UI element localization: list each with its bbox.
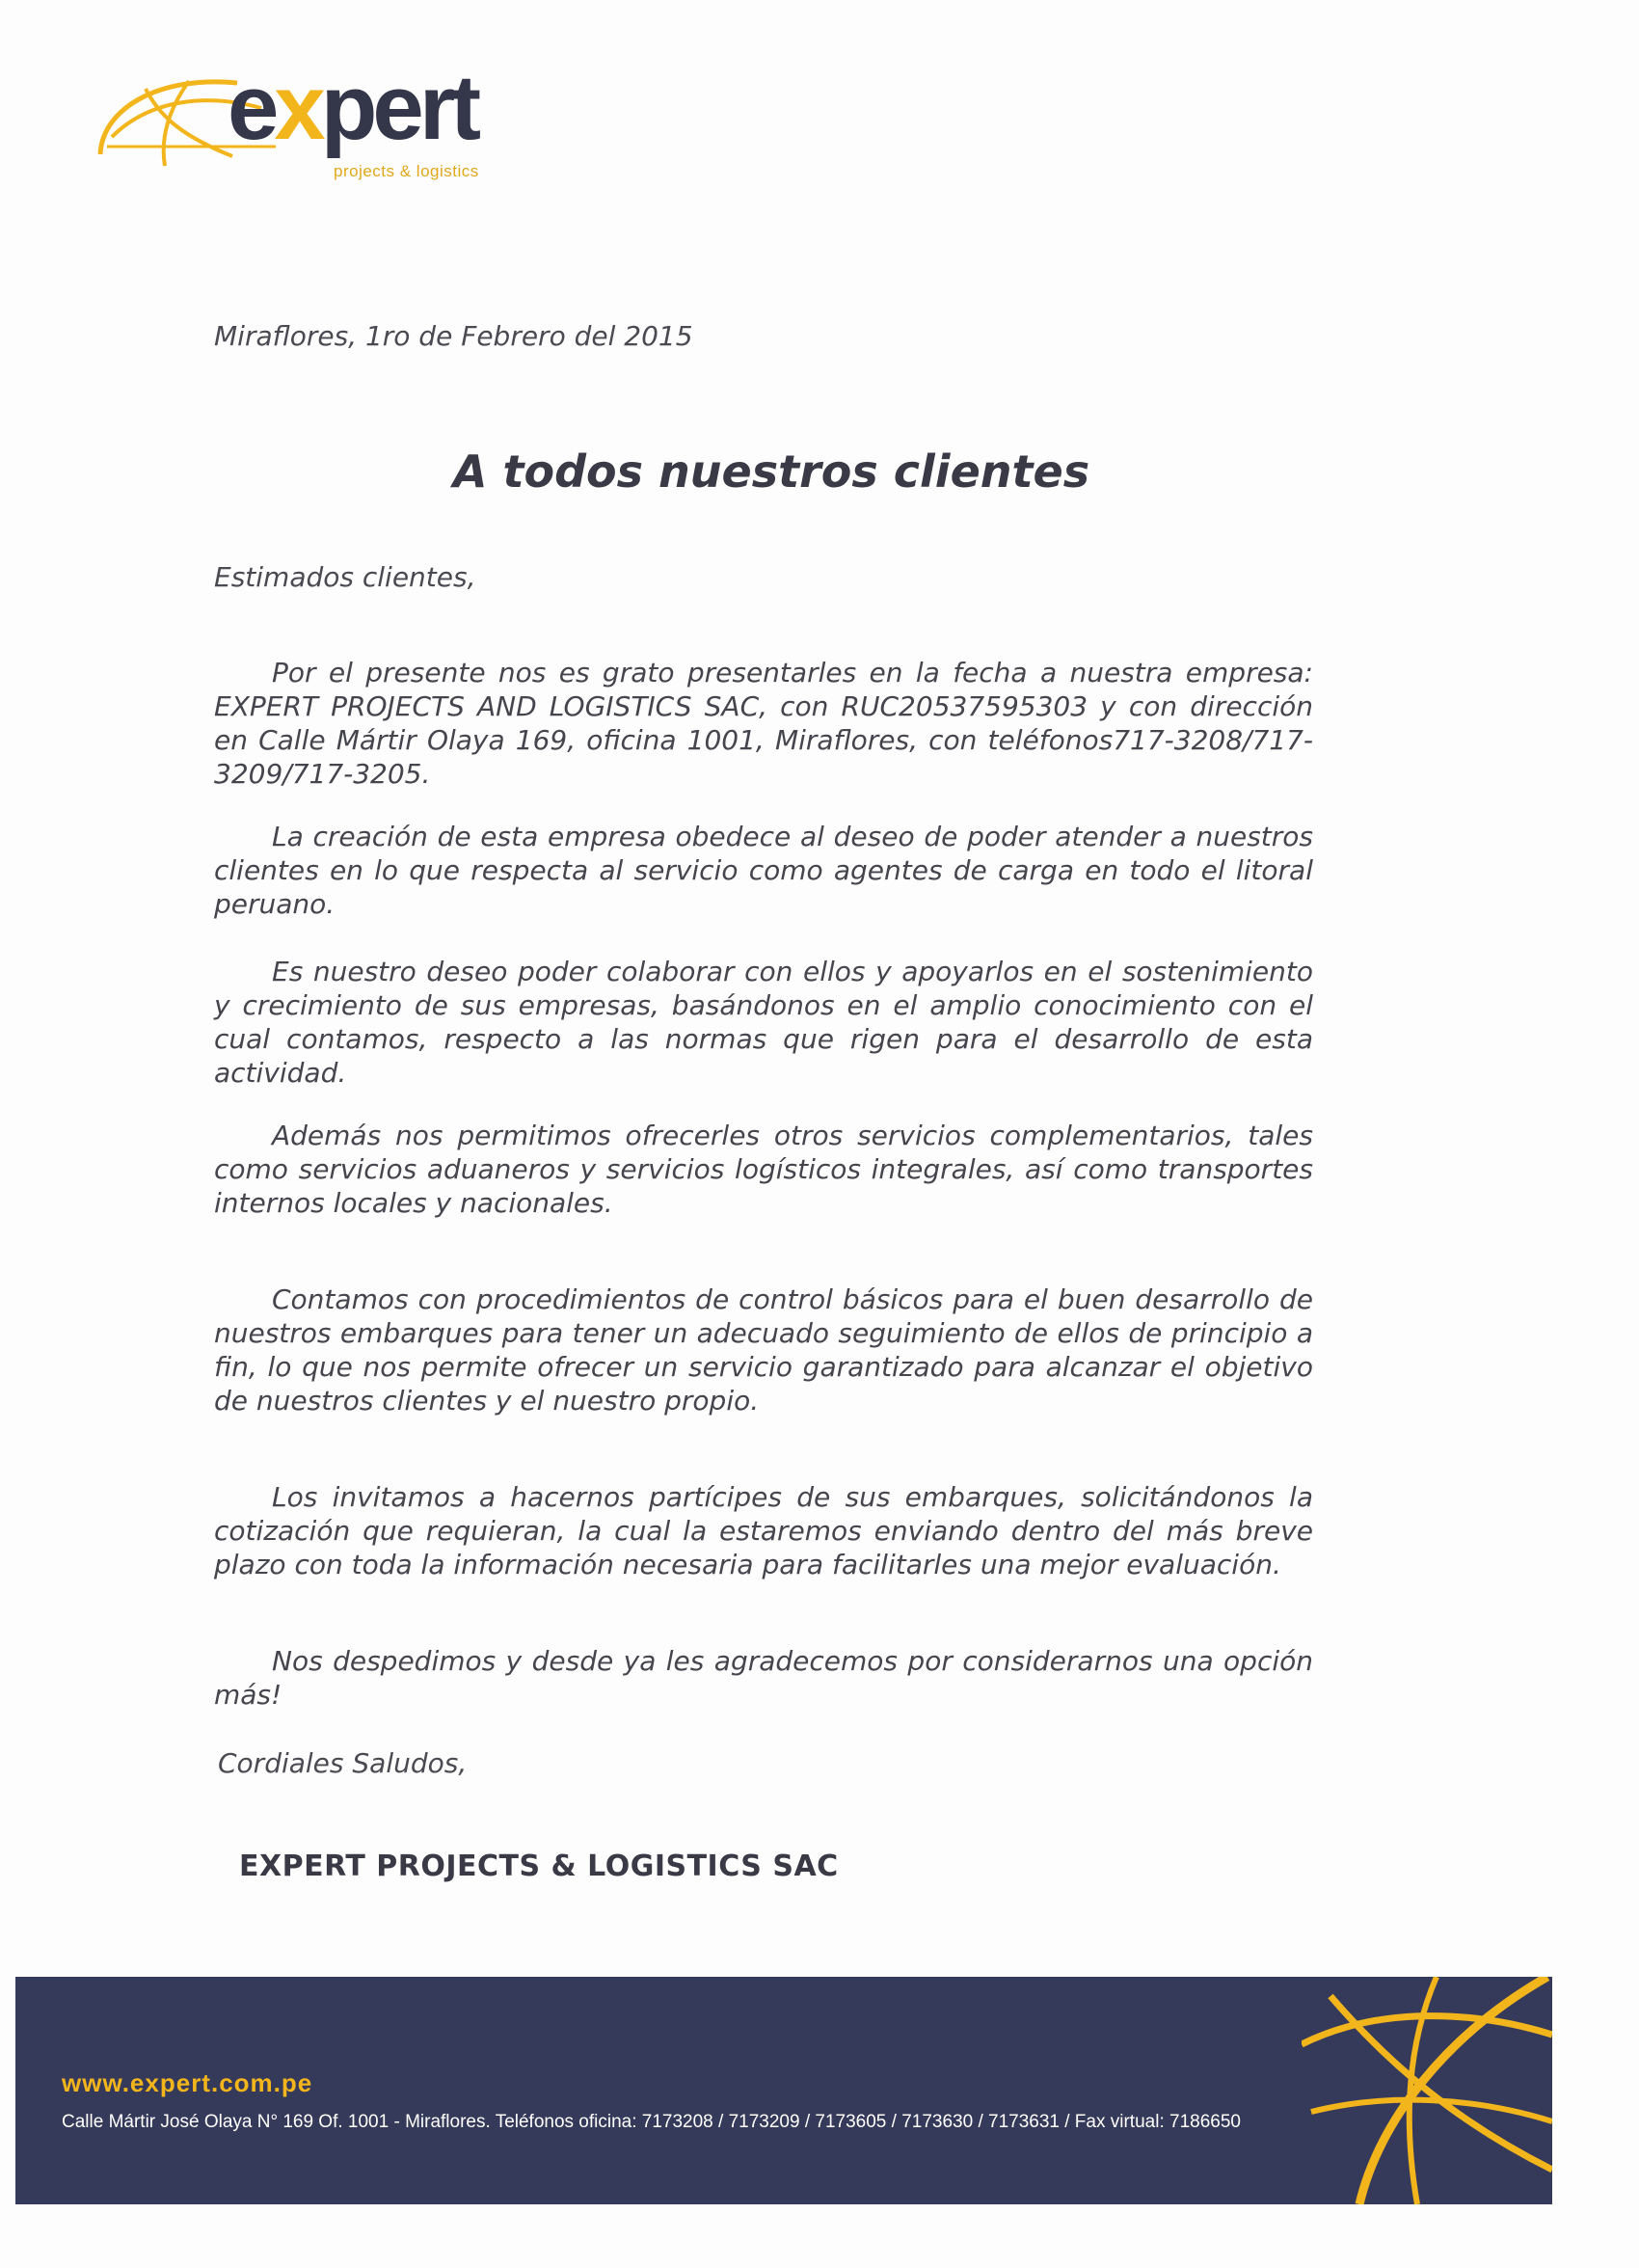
letter-paragraph: Los invitamos a hacernos partícipes de sus embarques, solicitándonos la cotización que requieran, la cual la estaremos enviando dentro del más breve plazo con toda la información necesaria para facilitarles una mejor evaluación. <box>214 1481 1313 1580</box>
website-link[interactable]: www.expert.com.pe <box>62 2068 313 2097</box>
letter-greeting: Estimados clientes, <box>214 561 476 593</box>
letter-title: A todos nuestros clientes <box>452 446 1090 498</box>
letter-closing: Cordiales Saludos, <box>218 1747 468 1779</box>
footer-address: Calle Mártir José Olaya N° 169 Of. 1001 - Miraflores. Teléfonos oficina: 7173208 / 7173209 / 7173605 / 7173630 / 7173631 / Fax virtual: 7186650 <box>62 2112 1241 2132</box>
logo-wordmark-suffix: pert <box>320 56 477 159</box>
globe-lines-icon <box>1302 1977 1552 2204</box>
logo-wordmark-prefix: e <box>228 56 275 159</box>
logo-tagline: projects & logistics <box>334 162 479 180</box>
letter-paragraph: Es nuestro deseo poder colaborar con ellos y apoyarlos en el sostenimiento y crecimiento de sus empresas, basándonos en el amplio conocimiento con el cual contamos, respecto a las normas que rigen para el desarrollo de esta actividad. <box>214 956 1313 1089</box>
letterhead-footer <box>15 1977 1552 2204</box>
company-logo <box>93 56 497 195</box>
letter-paragraph: Nos despedimos y desde ya les agradecemos por considerarnos una opción más! <box>214 1645 1313 1711</box>
letter-paragraph: La creación de esta empresa obedece al deseo de poder atender a nuestros clientes en lo que respecta al servicio como agentes de carga en todo el litoral peruano. <box>214 821 1313 920</box>
letter-paragraph: Contamos con procedimientos de control básicos para el buen desarrollo de nuestros embarques para tener un adecuado seguimiento de ellos de principio a fin, lo que nos permite ofrecer un servicio garantizado para alcanzar el objetivo de nuestros clientes y el nuestro propio. <box>214 1283 1313 1417</box>
letter-paragraph: Además nos permitimos ofrecerles otros servicios complementarios, tales como servicios aduaneros y servicios logísticos integrales, así como transportes internos locales y nacionales. <box>214 1120 1313 1219</box>
signature-company: EXPERT PROJECTS & LOGISTICS SAC <box>239 1850 839 1883</box>
letter-date: Miraflores, 1ro de Febrero del 2015 <box>214 320 693 352</box>
logo-wordmark <box>228 56 477 159</box>
letter-paragraph: Por el presente nos es grato presentarles en la fecha a nuestra empresa: EXPERT PROJECTS AND LOGISTICS SAC, con RUC20537595303 y con dirección en Calle Mártir Olaya 169, oficina 1001, Miraflores, con teléfonos717-3208/717-3209/717-3205. <box>214 657 1313 790</box>
logo-wordmark-x: x <box>274 56 321 159</box>
